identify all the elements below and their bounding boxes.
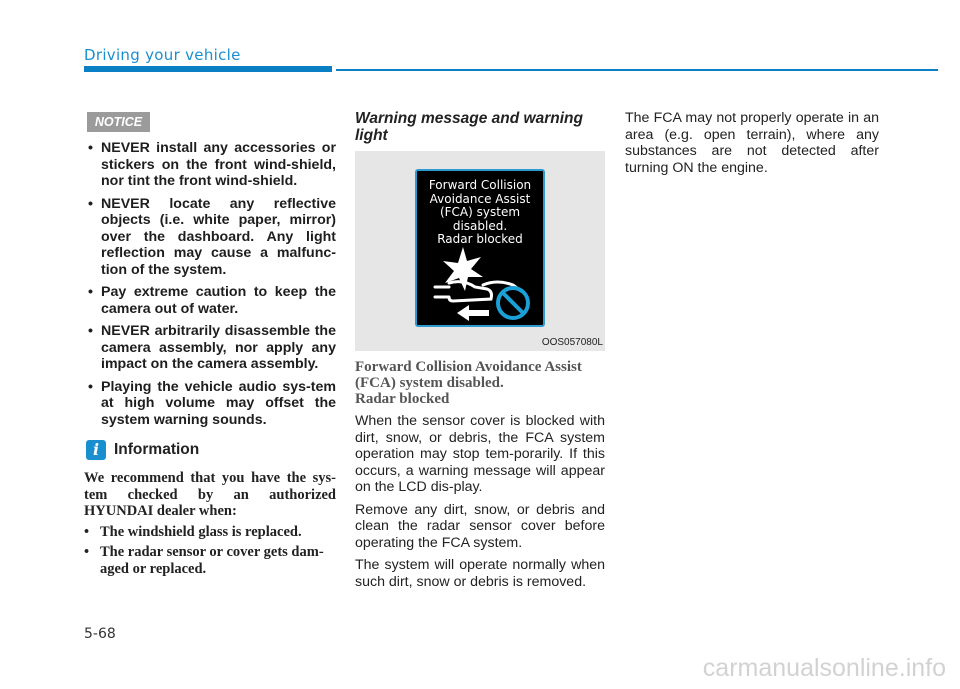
information-title: Information (114, 441, 200, 458)
information-item: • The windshield glass is replaced. (84, 524, 336, 541)
body-paragraph: Remove any dirt, snow, or debris and clean the radar sensor cover before operating the FCA system. (355, 501, 605, 551)
information-item: • The radar sensor or cover gets dam-aged or replaced. (84, 544, 336, 577)
lcd-line: Avoidance Assist (429, 191, 531, 206)
watermark: carmanualsonline.info (702, 654, 946, 682)
info-icon: i (86, 440, 106, 460)
figure-caption: OOS057080L (541, 337, 603, 348)
warning-subheading (355, 359, 605, 407)
right-column (625, 110, 879, 182)
middle-column (355, 110, 605, 596)
notice-badge: NOTICE (87, 112, 150, 132)
lcd-line: (FCA) system (439, 205, 521, 219)
section-heading: Warning message and warning light (355, 110, 583, 144)
page-number: 5-68 (84, 626, 116, 642)
arrow-left-icon (457, 305, 489, 321)
subheading-line: Radar blocked (355, 391, 450, 407)
lcd-line: disabled. (452, 218, 508, 233)
fca-disabled-icon (427, 247, 535, 323)
header-accent-bar (84, 66, 332, 72)
lcd-warning-text (417, 179, 543, 247)
notice-item: • NEVER arbitrarily disassemble the camera assembly, nor apply any impact on the camera assembly. (84, 323, 336, 373)
body-paragraph: The FCA may not properly operate in an area (e.g. open terrain), where any substances are not detected after turning ON the engine. (625, 110, 879, 176)
section-header-title: Driving your vehicle (84, 46, 241, 64)
information-intro: We recommend that you have the sys-tem checked by an authorized HYUNDAI dealer when: (84, 470, 336, 519)
warning-figure (355, 151, 605, 351)
body-paragraph: When the sensor cover is blocked with dirt, snow, or debris, the FCA system operation may stop tem-porarily. If this occurs, a warning message will appear on the LCD dis-play. (355, 413, 605, 495)
notice-item: • Playing the vehicle audio sys-tem at high volume may offset the system warning sounds. (84, 379, 336, 429)
header-rule (336, 69, 938, 71)
notice-item: • Pay extreme caution to keep the camera out of water. (84, 284, 336, 317)
left-column (84, 112, 336, 581)
notice-list (84, 140, 336, 428)
notice-item: • NEVER locate any reflective objects (i.e. white paper, mirror) over the dashboard. Any light reflection may cause a malfunc-tion of the system. (84, 196, 336, 279)
notice-item: • NEVER install any accessories or stickers on the front wind-shield, nor tint the front wind-shield. (84, 140, 336, 190)
lcd-line: Forward Collision (428, 178, 532, 192)
information-header (84, 440, 336, 460)
body-paragraph: The system will operate normally when such dirt, snow or debris is removed. (355, 557, 605, 590)
information-list (84, 524, 336, 578)
lcd-warning-screen (415, 169, 545, 327)
subheading-line: Forward Collision Avoidance Assist (FCA) system disabled. (355, 359, 582, 391)
lcd-line: Radar blocked (437, 232, 523, 246)
